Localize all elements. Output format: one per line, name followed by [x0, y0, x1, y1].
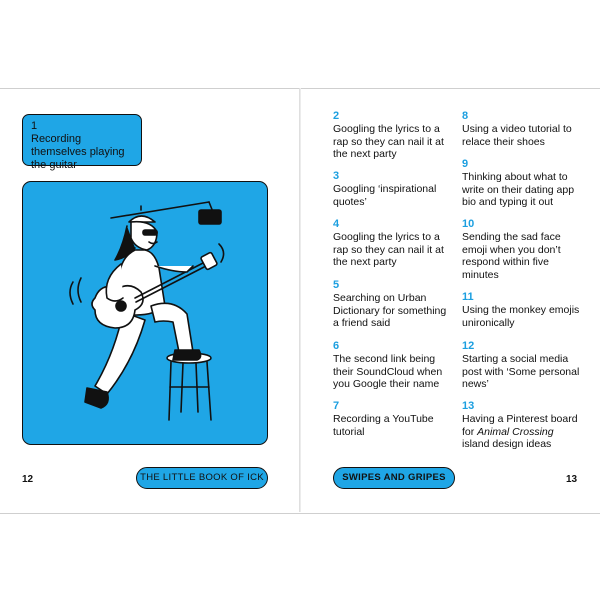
item-number: 11: [462, 291, 474, 303]
item-number: 3: [333, 170, 340, 182]
list-item: [333, 340, 451, 391]
item-number: 7: [333, 400, 340, 412]
man-playing-guitar-illustration: [23, 182, 268, 445]
list-item: [462, 158, 580, 209]
item-number: 13: [462, 400, 475, 412]
item-number: 10: [462, 218, 475, 230]
item-text: Googling the lyrics to a rap so they can nail it at the next party: [333, 231, 444, 268]
item-text: Using the monkey emojis unironically: [462, 304, 580, 329]
book-gutter: [299, 88, 301, 512]
item-text: Having a Pinterest board for Animal Crossing island design ideas: [462, 413, 578, 450]
list-item: [333, 279, 451, 330]
item-text: Thinking about what to write on their dating app bio and typing it out: [462, 171, 575, 208]
item-text: Googling the lyrics to a rap so they can nail it at the next party: [333, 123, 444, 160]
guitar-player-illustration: [22, 181, 268, 445]
callout-text: Recording themselves playing the guitar: [31, 133, 125, 171]
ick-callout-1: [22, 114, 142, 171]
item-number: 6: [333, 340, 340, 352]
right-page-number: 13: [566, 474, 578, 485]
item-number: 8: [462, 110, 469, 122]
list-item: [333, 218, 451, 269]
list-item: [462, 291, 580, 329]
list-item: [462, 340, 580, 391]
item-text: Searching on Urban Dictionary for something a friend said: [333, 292, 447, 329]
italic-title: Animal Crossing: [477, 425, 554, 438]
left-page-number: 12: [22, 474, 34, 485]
item-number: 5: [333, 279, 340, 291]
item-number: 4: [333, 218, 340, 230]
item-number: 9: [462, 158, 469, 170]
item-text: Using a video tutorial to relace their shoes: [462, 123, 572, 148]
list-item: [462, 110, 580, 148]
item-text: Googling ‘inspirational quotes’: [333, 183, 437, 208]
book-title-pill: THE LITTLE BOOK OF ICK: [136, 467, 268, 489]
item-text: Sending the sad face emoji when you don’t respond within five minutes: [462, 231, 561, 281]
list-item: [462, 218, 580, 281]
item-text: Starting a social media post with ‘Some personal news’: [462, 353, 580, 390]
list-item: [333, 170, 451, 208]
item-text: Recording a YouTube tutorial: [333, 413, 434, 438]
list-item: [333, 400, 451, 438]
item-text: The second link being their SoundCloud when you Google their name: [333, 353, 443, 390]
callout-number: 1: [31, 120, 38, 132]
chapter-title-pill: SWIPES AND GRIPES: [333, 467, 455, 489]
item-number: 2: [333, 110, 340, 122]
list-item: [462, 400, 580, 451]
list-item: [333, 110, 451, 161]
item-number: 12: [462, 340, 475, 352]
